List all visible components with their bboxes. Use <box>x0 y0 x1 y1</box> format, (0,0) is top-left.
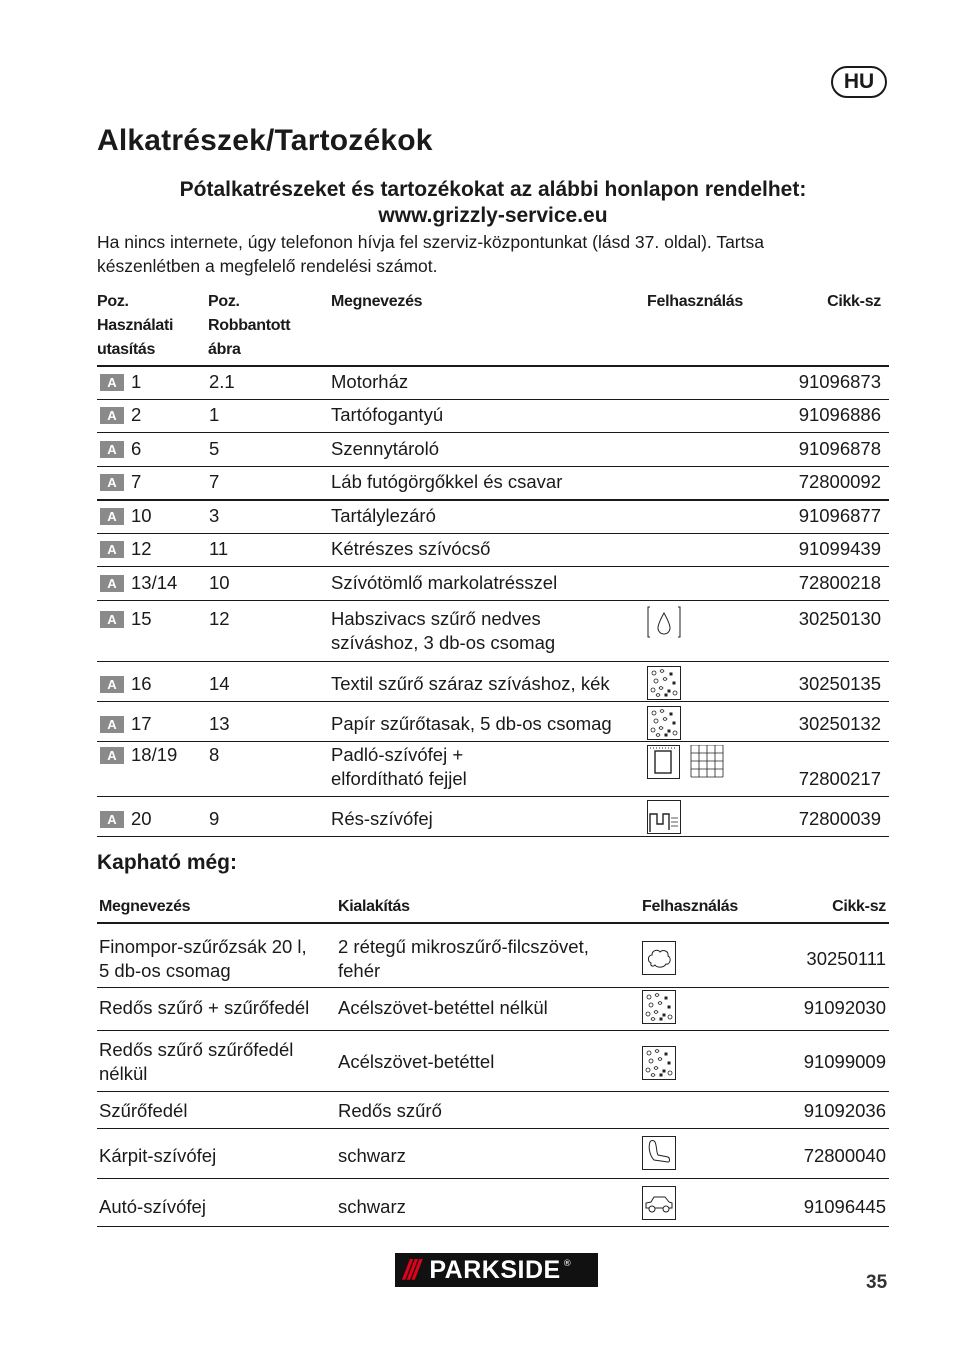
part-pos-exploded: 1 <box>209 404 220 425</box>
part-pos-manual: 17 <box>131 713 152 734</box>
row-divider <box>97 1178 889 1179</box>
header-name: Megnevezés <box>331 293 423 310</box>
part-badge: A <box>100 611 124 628</box>
extra-design: schwarz <box>338 1196 406 1217</box>
part-article-number: 30250135 <box>798 673 881 694</box>
row-divider <box>97 1226 889 1227</box>
header-rule-2 <box>97 922 889 924</box>
part-pos-manual: 15 <box>131 608 152 629</box>
fine-dust-icon <box>642 941 676 979</box>
part-badge: A <box>100 441 124 458</box>
part-name: Habszivacs szűrő nedves szíváshoz, 3 db-os csomag <box>331 608 556 653</box>
row-divider <box>97 1030 889 1031</box>
language-badge: HU <box>831 66 887 98</box>
header-name-2: Megnevezés <box>99 898 191 915</box>
part-pos-exploded: 12 <box>209 608 230 629</box>
header-usage: Felhasználás <box>647 293 744 310</box>
part-pos-manual: 10 <box>131 505 152 526</box>
part-pos-manual: 18/19 <box>131 744 178 765</box>
part-badge: A <box>100 474 124 491</box>
extra-article-number: 91092036 <box>803 1100 886 1121</box>
car-icon <box>642 1186 676 1224</box>
also-available-title: Kapható még: <box>97 851 238 874</box>
part-badge: A <box>100 716 124 733</box>
part-name: Tartófogantyú <box>331 404 444 425</box>
row-divider <box>97 1091 889 1092</box>
row-divider <box>97 987 889 988</box>
row-divider <box>97 741 889 742</box>
parkside-logo: /// PARKSIDE ® <box>395 1253 598 1287</box>
row-divider <box>97 1128 889 1129</box>
row-divider <box>97 466 889 467</box>
row-divider <box>97 600 889 601</box>
part-pos-manual: 13/14 <box>131 572 178 593</box>
part-pos-exploded: 14 <box>209 673 230 694</box>
row-divider <box>97 701 889 702</box>
extra-name: Autó-szívófej <box>99 1196 206 1217</box>
part-pos-exploded: 7 <box>209 471 220 492</box>
car-seat-icon <box>642 1136 676 1174</box>
part-pos-exploded: 10 <box>209 572 230 593</box>
part-name: Rés-szívófej <box>331 808 433 829</box>
extra-article-number: 91099009 <box>803 1051 886 1072</box>
extra-design: Acélszövet-betéttel nélkül <box>338 997 548 1018</box>
row-divider <box>97 499 889 501</box>
extra-design: 2 rétegű mikroszűrő-filcszövet, fehér <box>338 936 589 981</box>
extra-name: Finompor-szűrőzsák 20 l, 5 db-os csomag <box>99 936 307 981</box>
dry-debris-icon <box>642 1046 676 1084</box>
part-pos-manual: 1 <box>131 371 142 392</box>
part-name: Láb futógörgőkkel és csavar <box>331 471 563 492</box>
order-subtitle: Pótalkatrészeket és tartozékokat az alábbi honlapon rendelhet: <box>179 178 807 201</box>
extra-article-number: 30250111 <box>806 948 886 969</box>
part-badge: A <box>100 575 124 592</box>
service-url[interactable]: www.grizzly-service.eu <box>378 204 608 227</box>
part-article-number: 72800039 <box>798 808 881 829</box>
extra-design: Redős szűrő <box>338 1100 442 1121</box>
part-article-number: 30250130 <box>798 608 881 629</box>
part-badge: A <box>100 541 124 558</box>
row-divider <box>97 566 889 567</box>
page-number: 35 <box>866 1272 888 1293</box>
part-pos-exploded: 3 <box>209 505 220 526</box>
part-pos-exploded: 13 <box>209 713 230 734</box>
part-pos-manual: 20 <box>131 808 152 829</box>
part-badge: A <box>100 508 124 525</box>
part-article-number: 30250132 <box>798 713 881 734</box>
part-badge: A <box>100 374 124 391</box>
part-name: Textil szűrő száraz szíváshoz, kék <box>331 673 610 694</box>
part-pos-manual: 2 <box>131 404 142 425</box>
part-pos-exploded: 5 <box>209 438 220 459</box>
part-pos-exploded: 2.1 <box>209 371 235 392</box>
part-article-number: 91099439 <box>798 538 881 559</box>
part-badge: A <box>100 811 124 828</box>
dry-debris-icon <box>647 666 681 704</box>
part-article-number: 72800218 <box>798 572 881 593</box>
page-title: Alkatrészek/Tartozékok <box>97 124 433 157</box>
intro-text: Ha nincs internete, úgy telefonon hívja fel szerviz-központunkat (lásd 37. oldal). Tartsa készenlétben a megfelelő rendelési számot. <box>97 232 764 276</box>
part-name: Szennytároló <box>331 438 439 459</box>
extra-name: Redős szűrő szűrőfedél nélkül <box>99 1039 294 1084</box>
extra-name: Szűrőfedél <box>99 1100 188 1121</box>
extra-article-number: 91092030 <box>803 997 886 1018</box>
part-article-number: 91096878 <box>798 438 881 459</box>
part-name: Motorház <box>331 371 409 392</box>
floor-tile-icons <box>647 745 727 783</box>
part-pos-manual: 16 <box>131 673 152 694</box>
header-article-2: Cikk-sz <box>832 898 886 915</box>
extra-article-number: 72800040 <box>803 1145 886 1166</box>
header-pos-manual: Poz. Használati utasítás <box>97 293 174 358</box>
crevice-icon <box>647 800 681 838</box>
wet-drop-icon <box>647 605 681 643</box>
part-name: Kétrészes szívócső <box>331 538 491 559</box>
header-article: Cikk-sz <box>827 293 881 310</box>
row-divider <box>97 432 889 433</box>
part-article-number: 91096886 <box>798 404 881 425</box>
extra-article-number: 91096445 <box>803 1196 886 1217</box>
part-article-number: 91096877 <box>798 505 881 526</box>
part-badge: A <box>100 747 124 764</box>
part-article-number: 72800092 <box>798 471 881 492</box>
part-pos-exploded: 11 <box>209 538 229 559</box>
part-pos-manual: 12 <box>131 538 152 559</box>
part-name: Padló-szívófej + elfordítható fejjel <box>331 744 467 789</box>
row-divider <box>97 533 889 534</box>
part-pos-exploded: 9 <box>209 808 220 829</box>
part-article-number: 72800217 <box>798 768 881 789</box>
row-divider <box>97 796 889 797</box>
extra-name: Redős szűrő + szűrőfedél <box>99 997 310 1018</box>
part-pos-manual: 6 <box>131 438 142 459</box>
part-badge: A <box>100 407 124 424</box>
dry-debris-icon <box>647 706 681 744</box>
part-article-number: 91096873 <box>798 371 881 392</box>
part-badge: A <box>100 676 124 693</box>
extra-name: Kárpit-szívófej <box>99 1145 217 1166</box>
part-pos-exploded: 8 <box>209 744 220 765</box>
part-name: Papír szűrőtasak, 5 db-os csomag <box>331 713 612 734</box>
extra-design: Acélszövet-betéttel <box>338 1051 495 1072</box>
part-name: Szívótömlő markolatrésszel <box>331 572 558 593</box>
header-pos-exploded: Poz. Robbantott ábra <box>208 293 291 358</box>
header-usage-2: Felhasználás <box>642 898 739 915</box>
part-pos-manual: 7 <box>131 471 142 492</box>
row-divider <box>97 661 889 662</box>
part-name: Tartálylezáró <box>331 505 436 526</box>
dry-debris-icon <box>642 990 676 1028</box>
row-divider <box>97 399 889 400</box>
header-design: Kialakítás <box>338 898 410 915</box>
header-rule <box>97 365 889 367</box>
extra-design: schwarz <box>338 1145 406 1166</box>
row-divider <box>97 836 889 837</box>
